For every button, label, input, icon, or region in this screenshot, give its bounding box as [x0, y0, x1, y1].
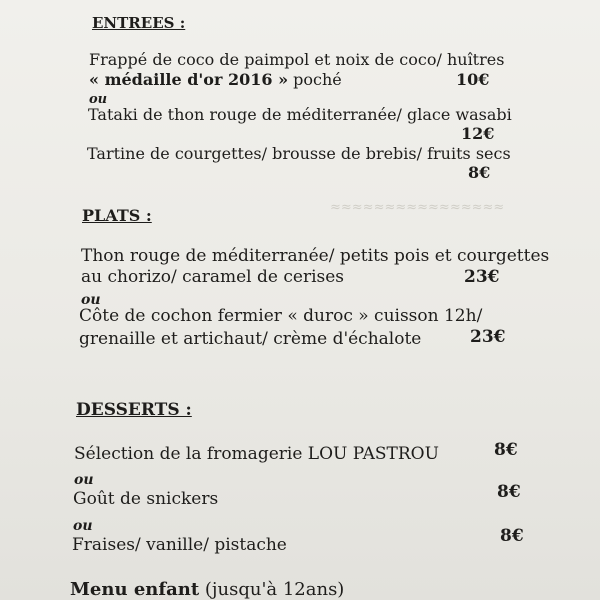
menu-enfant-age: (jusqu'à 12ans) — [199, 579, 345, 600]
dessert-2: Goût de snickers — [73, 489, 219, 509]
plats-heading: PLATS : — [82, 206, 152, 225]
entree-1-bold: « médaille d'or 2016 » — [89, 70, 289, 89]
entree-1-rest: poché — [288, 70, 342, 89]
entree-1-line1: Frappé de coco de paimpol et noix de coco/ huîtres — [89, 50, 505, 69]
plat-1-line2: au chorizo/ caramel de cerises — [81, 267, 345, 287]
entree-1-price: 10€ — [456, 70, 490, 89]
plat-1-line1: Thon rouge de méditerranée/ petits pois et courgettes — [81, 246, 550, 266]
dessert-2-price: 8€ — [497, 482, 521, 502]
or-separator: ou — [74, 472, 94, 488]
dessert-3-price: 8€ — [500, 526, 524, 546]
entree-2: Tataki de thon rouge de méditerranée/ glace wasabi — [88, 105, 512, 124]
desserts-heading: DESSERTS : — [76, 400, 192, 420]
or-separator: ou — [81, 292, 101, 308]
plat-2-price: 23€ — [470, 327, 506, 347]
entree-2-price: 12€ — [461, 124, 495, 143]
show-through-text: ≈≈≈≈≈≈≈≈≈≈≈≈≈≈≈≈ — [330, 200, 505, 215]
plat-1-price: 23€ — [464, 267, 500, 287]
or-separator: ou — [89, 92, 108, 107]
or-separator: ou — [73, 518, 93, 534]
entree-1-line2 — [89, 70, 342, 90]
entrees-heading: ENTREES : — [92, 14, 186, 32]
menu-enfant-title: Menu enfant — [70, 579, 200, 600]
entree-3: Tartine de courgettes/ brousse de brebis/ fruits secs — [87, 144, 511, 163]
dessert-1: Sélection de la fromagerie LOU PASTROU — [74, 444, 439, 464]
menu-enfant — [70, 579, 344, 600]
entree-3-price: 8€ — [468, 163, 491, 182]
plat-2-line1: Côte de cochon fermier « duroc » cuisson 12h/ — [79, 306, 483, 326]
dessert-1-price: 8€ — [494, 440, 518, 460]
plat-2-line2: grenaille et artichaut/ crème d'échalote — [79, 329, 422, 349]
dessert-3: Fraises/ vanille/ pistache — [72, 535, 287, 555]
